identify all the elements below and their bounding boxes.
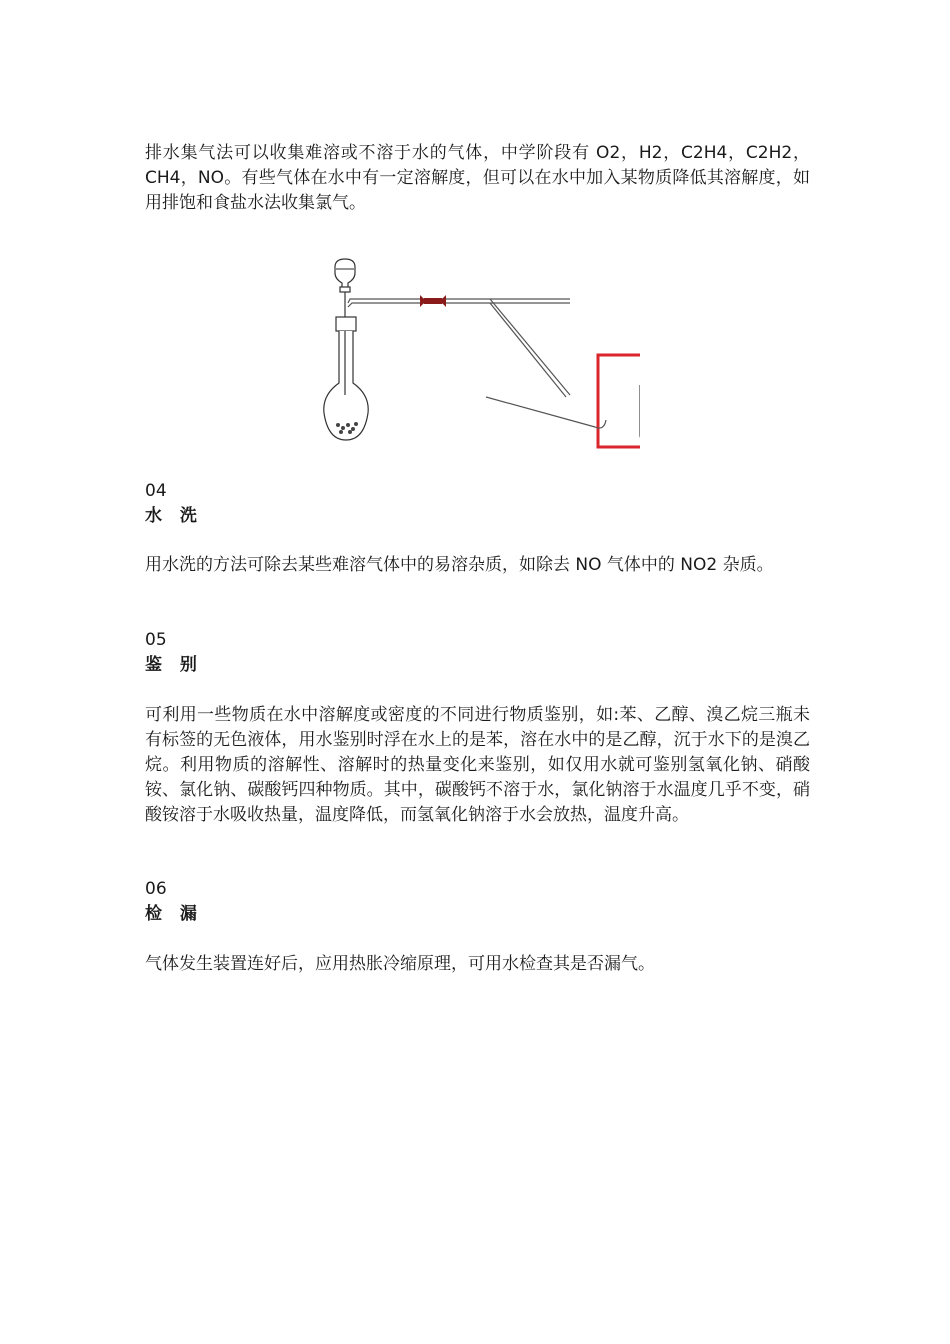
intro-paragraph: 排水集气法可以收集难溶或不溶于水的气体，中学阶段有 O2，H2，C2H4，C2H2，CH4，NO。有些气体在水中有一定溶解度，但可以在水中加入某物质降低其溶解度，如用排饱和食盐水法收集氯气。 [145,143,810,213]
flask-stopper [336,317,356,331]
highlight-box [598,355,640,447]
section-number-04: 04 [145,481,167,501]
section-body-identification: 可利用一些物质在水中溶解度或密度的不同进行物质鉴别，如:苯、乙醇、溴乙烷三瓶未有标签的无色液体，用水鉴别时浮在水上的是苯，溶在水中的是乙醇，沉于水下的是溴乙烷。利用物质的溶解性、溶解时的热量变化来鉴别，如仅用水就可鉴别氢氧化钠、硝酸铵、氯化钠、碳酸钙四种物质。其中，碳酸钙不溶于水，氯化钠溶于水温度几乎不变，硝酸铵溶于水吸收热量，温度降低，而氢氧化钠溶于水会放热，温度升高。 [145,705,810,825]
round-bottom-flask [324,331,368,440]
gas-collection-apparatus-figure [320,255,640,450]
section-title-leak-check: 检 漏 [145,904,203,924]
section-title-washing: 水 洗 [145,506,203,526]
tube-bend [486,397,606,428]
section-number-05: 05 [145,630,167,650]
section-number-06: 06 [145,879,167,899]
rubber-connector [420,295,446,307]
section-title-identification: 鉴 别 [145,655,203,675]
section-body-leak-check: 气体发生装置连好后，应用热胀冷缩原理，可用水检查其是否漏气。 [145,954,655,974]
section-body-washing: 用水洗的方法可除去某些难溶气体中的易溶杂质，如除去 NO 气体中的 NO2 杂质。 [145,555,774,575]
delivery-tube [348,299,570,397]
